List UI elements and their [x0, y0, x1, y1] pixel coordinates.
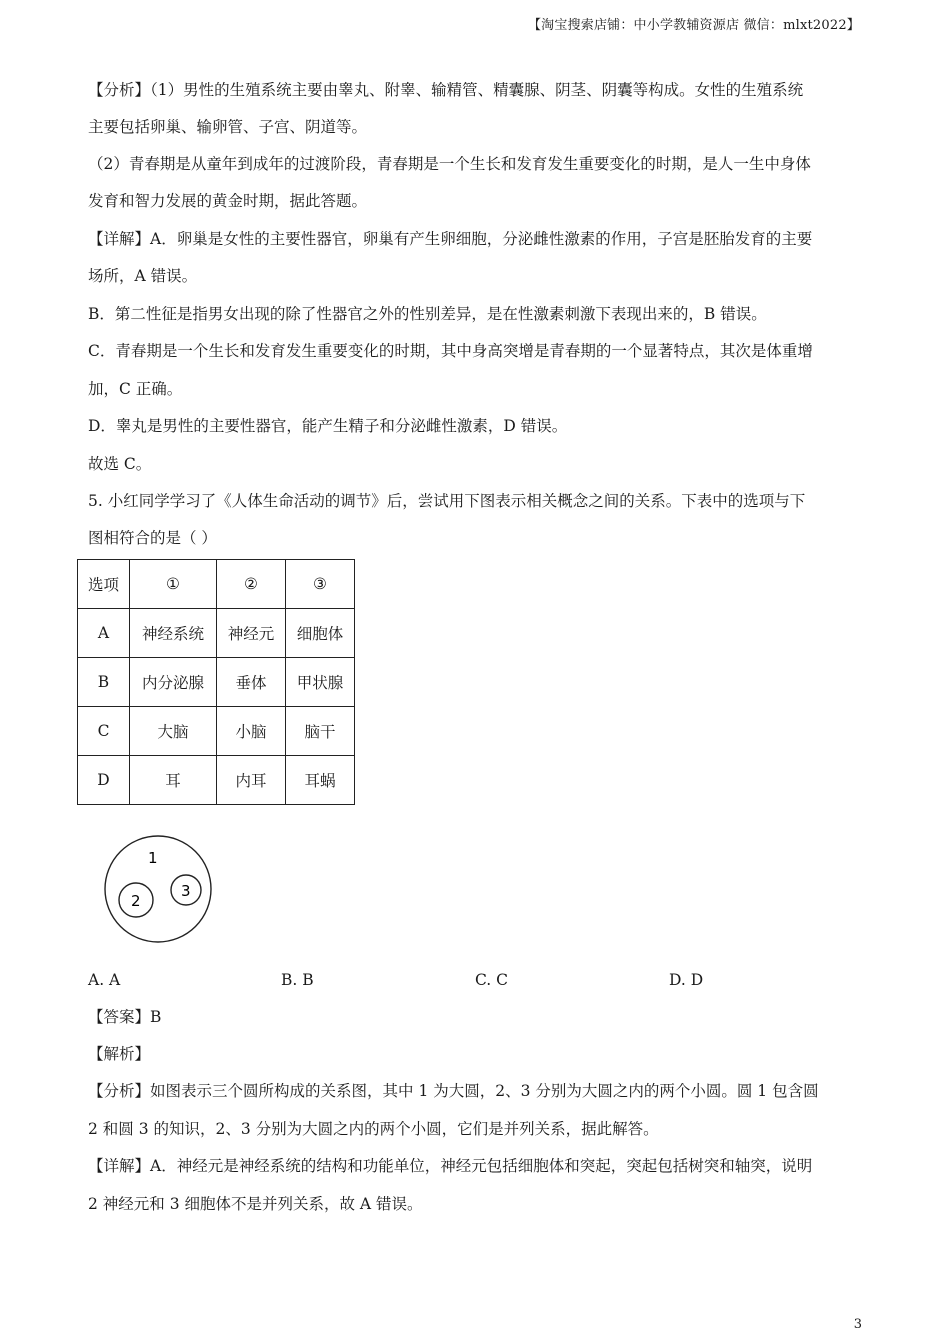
table-cell: 内分泌腺: [130, 658, 217, 707]
concept-circle-diagram: [102, 833, 214, 945]
prev-detail-b: B．第二性征是指男女出现的除了性器官之外的性别差异，是在性激素刺激下表现出来的，B 错误。: [88, 305, 767, 323]
table-cell: C: [78, 707, 130, 756]
table-cell: 脑干: [286, 707, 355, 756]
choice-d[interactable]: D. D: [669, 971, 704, 989]
prev-analysis-2: （2）青春期是从童年到成年的过渡阶段，青春期是一个生长和发育发生重要变化的时期，是人一生中身体: [88, 155, 811, 173]
q5-stem-1: 5. 小红同学学习了《人体生命活动的调节》后，尝试用下图表示相关概念之间的关系。下表中的选项与下: [88, 492, 806, 510]
prev-analysis-1b: 主要包括卵巢、输卵管、子宫、阴道等。: [88, 118, 368, 136]
q5-analysis-1: 【分析】如图表示三个圆所构成的关系图，其中 1 为大圆，2、3 分别为大圆之内的两个小圆。圆 1 包含圆: [88, 1082, 819, 1100]
table-cell: 垂体: [217, 658, 286, 707]
table-cell: 神经元: [217, 609, 286, 658]
table-cell: 神经系统: [130, 609, 217, 658]
small-circle-right-label: 3: [181, 882, 191, 900]
answer-line: 【答案】B: [88, 1008, 162, 1026]
table-cell: D: [78, 756, 130, 805]
small-circle-left-label: 2: [131, 892, 141, 910]
explain-label: 【解析】: [88, 1045, 151, 1063]
q5-analysis-2: 2 和圆 3 的知识，2、3 分别为大圆之内的两个小圆，它们是并列关系，据此解答。: [88, 1120, 659, 1138]
table-header-cell: ③: [286, 560, 355, 609]
q5-detail-a: 【详解】A．神经元是神经系统的结构和功能单位，神经元包括细胞体和突起，突起包括树突和轴突，说明: [88, 1157, 813, 1175]
table-cell: 内耳: [217, 756, 286, 805]
table-cell: 小脑: [217, 707, 286, 756]
table-header-cell: ②: [217, 560, 286, 609]
table-row: [78, 707, 355, 756]
choice-b[interactable]: B. B: [281, 971, 314, 989]
table-row: [78, 609, 355, 658]
table-row: [78, 756, 355, 805]
page-header: 【淘宝搜索店铺：中小学教辅资源店 微信：mlxt2022】: [527, 18, 860, 33]
big-circle-label: 1: [148, 849, 158, 867]
prev-detail-a2: 场所，A 错误。: [88, 267, 198, 285]
q5-detail-a2: 2 神经元和 3 细胞体不是并列关系，故 A 错误。: [88, 1195, 423, 1213]
table-cell: 甲状腺: [286, 658, 355, 707]
prev-detail-a: 【详解】A．卵巢是女性的主要性器官，卵巢有产生卵细胞，分泌雌性激素的作用，子宫是胚胎发育的主要: [88, 230, 813, 248]
table-row: [78, 658, 355, 707]
table-cell: 耳: [130, 756, 217, 805]
prev-analysis-1: 【分析】（1）男性的生殖系统主要由睾丸、附睾、输精管、精囊腺、阴茎、阴囊等构成。女性的生殖系统: [88, 81, 804, 99]
q5-stem-2: 图相符合的是（ ）: [88, 529, 217, 547]
table-cell: B: [78, 658, 130, 707]
choice-a[interactable]: A. A: [88, 971, 121, 989]
table-header-row: [78, 560, 355, 609]
table-cell: 细胞体: [286, 609, 355, 658]
options-table: [77, 559, 355, 805]
prev-conclusion: 故选 C。: [88, 455, 152, 473]
table-cell: A: [78, 609, 130, 658]
table-header-cell: 选项: [78, 560, 130, 609]
prev-detail-d: D．睾丸是男性的主要性器官，能产生精子和分泌雌性激素，D 错误。: [88, 417, 568, 435]
prev-analysis-2b: 发育和智力发展的黄金时期，据此答题。: [88, 192, 368, 210]
page-number: 3: [853, 1317, 862, 1332]
table-header-cell: ①: [130, 560, 217, 609]
prev-detail-c2: 加，C 正确。: [88, 380, 183, 398]
big-circle: [105, 836, 211, 942]
table-cell: 耳蜗: [286, 756, 355, 805]
prev-detail-c: C．青春期是一个生长和发育发生重要变化的时期，其中身高突增是青春期的一个显著特点，其次是体重增: [88, 342, 813, 360]
table-cell: 大脑: [130, 707, 217, 756]
choice-c[interactable]: C. C: [475, 971, 509, 989]
